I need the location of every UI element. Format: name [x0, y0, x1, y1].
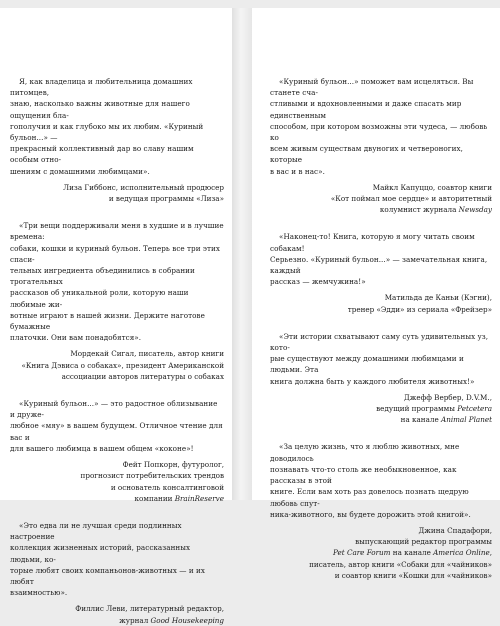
book-gutter: [232, 8, 252, 500]
attribution-text: Джина Спадафори, выпускающий редактор программы: [355, 525, 492, 547]
quote-capuzzo: [270, 76, 492, 215]
attribution-text-tail: на канале: [390, 548, 434, 558]
attribution-text: Филлис Леви, литературный редактор, журнал: [75, 604, 224, 625]
quote-gibbons: [10, 76, 224, 204]
quote-levy: [10, 520, 224, 626]
attribution-magazine: Good Housekeeping: [150, 615, 224, 625]
attribution-channel: Animal Planet: [441, 415, 492, 425]
quote-text: «За целую жизнь, что я люблю животных, мне доводилось познавать что-то столь же необыкновенное, как рассказы в этой книге. Если вам хоть раз довелось познать щедрую любовь спут- ника-животного, вы будете дорожить этой книгой».: [270, 442, 471, 519]
quote-cagney: [270, 231, 492, 314]
attribution-company: BrainReserve: [174, 493, 224, 503]
quote-text: «Куриный бульон...» поможет вам исцеляться. Вы станете сча- стливыми и вдохновленными и даже спасать мир единственным способом, при котором возможны эти чудеса, — любовь ко всем живым существам двуногих и четвероногих, которые в вас и в нас».: [270, 77, 488, 176]
quote-text: «Три вещи поддерживали меня в худшие и в лучшие времена: собаки, кошки и куриный бульон. Теперь все три этих спаси- тельных ингредиента объединились в собрании трогательных рассказов об уникальной роли, которую наши любимые жи- вотные играют в нашей жизни. Держите наготове бумажные платочки. Они вам понадобятся».: [10, 221, 224, 343]
attribution-text: Джефф Вербер, D.V.M., ведущий программы: [376, 392, 492, 414]
quote-attribution: [270, 182, 492, 216]
attribution-text: Мордекай Сигал, писатель, автор книги «Книга Дэвиса о собаках», президент Американской ассоциации авторов литературы о собаках: [21, 349, 224, 381]
quote-attribution: [10, 459, 224, 504]
quote-attribution: [270, 525, 492, 581]
attribution-text: Матильда де Каньи (Кэгни), тренер «Эдди» из сериала «Фрейзер»: [347, 293, 492, 314]
left-page: [0, 8, 232, 625]
attribution-channel: America Online: [433, 548, 490, 558]
quote-werber: [270, 331, 492, 426]
quote-attribution: [10, 182, 224, 204]
attribution-text-tail: на канале: [400, 415, 439, 425]
quote-attribution: [10, 348, 224, 382]
quote-text: «Это едва ли не лучшая среди подлинных настроение коллекция жизненных историй, рассказанных людьми, ко- торые любят своих компаньонов-животных — и их любят взаимностью».: [10, 520, 205, 598]
attribution-magazine: Newsday: [458, 205, 492, 215]
quote-text: «Куриный бульон...» — это радостное облизывание и друже- любное «мяу» в вашем будущем. Отличное чтение для вас и для вашего любимца в вашем общем «коконе»!: [10, 399, 223, 453]
quote-popcorn: [10, 398, 224, 504]
quote-attribution: [270, 292, 492, 314]
quote-text: «Наконец-то! Книга, которую я могу читать своим собакам! Серьезно. «Куриный бульон...» — замечательная книга, каждый рассказ — жемчужина!»: [270, 232, 488, 287]
attribution-text-end: , писатель, автор книги «Собаки для «чайников» и соавтор книги «Кошки для «чайников»: [309, 548, 492, 580]
right-page: [252, 8, 500, 580]
attribution-text: Лиза Гиббонс, исполнительный продюсер и ведущая программы «Лиза»: [63, 182, 224, 204]
quote-text: Я, как владелица и любительница домашних питомцев, знаю, насколько важны животные для нашего ощущения бла- гополучия и как глубоко мы их любим. «Куриный бульон...» — прекрасный коллективный дар во славу нашим особым отно- шениям с домашними любимцами».: [10, 77, 204, 176]
attribution-text: Майкл Капуццо, соавтор книги «Кот поймал мое сердце» и авторитетный колумнист журнала: [330, 182, 492, 215]
quote-text: «Эти истории схватывают саму суть удивительных уз, кото- рые существуют между домашними любимцами и людьми. Эта книга должна быть у каждого любителя животных!»: [270, 331, 489, 386]
quote-attribution: [10, 603, 224, 625]
quote-spadafori: [270, 441, 492, 580]
attribution-program: Pet Care Forum: [333, 548, 391, 558]
quote-attribution: [270, 392, 492, 426]
attribution-text: Фейт Попкорн, футуролог, прогнозист потребительских трендов и основатель консалтинговой компании: [80, 460, 224, 503]
quote-siegal: [10, 220, 224, 382]
attribution-show: Petcetera: [457, 404, 492, 414]
